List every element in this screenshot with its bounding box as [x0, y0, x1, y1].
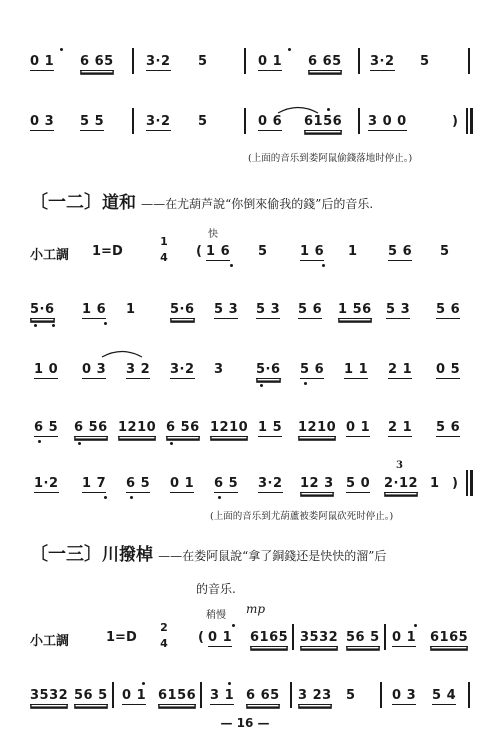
footnote: (上面的音乐到尤葫蘆被娄阿鼠砍死时停止。)	[210, 511, 394, 522]
note-group: 6156	[304, 114, 343, 129]
section-description-cont: 的音乐.	[196, 582, 236, 596]
note-group: 1	[126, 302, 136, 317]
barline	[358, 108, 360, 134]
note-group: 1·2	[34, 476, 59, 491]
note-group: 1 0	[34, 362, 59, 377]
note-group: 6 56	[166, 420, 200, 435]
note-group: 5	[198, 114, 208, 129]
staff-row-8	[0, 618, 490, 658]
note-group: 3·2	[146, 114, 171, 129]
octave-dot	[52, 324, 55, 327]
note-group: 5 6	[298, 302, 323, 317]
note-group: 0 1	[346, 420, 371, 435]
note-group: 5 6	[436, 420, 461, 435]
time-sig-top: 2	[160, 621, 168, 634]
note-group: 6 5	[214, 476, 239, 491]
octave-dot	[218, 496, 221, 499]
tempo-mark: 快	[208, 229, 218, 240]
octave-dot	[228, 682, 231, 685]
octave-dot	[104, 496, 107, 499]
note-group: 0 1	[258, 54, 283, 69]
note-group: 0 1	[170, 476, 195, 491]
note-group: 0 3	[82, 362, 107, 377]
note-group: 3 23	[298, 688, 332, 703]
note-group: 5·6	[170, 302, 195, 317]
barline	[466, 108, 468, 134]
note-group: 1210	[118, 420, 157, 435]
section-description: ——在娄阿鼠說“拿了銅錢还是快快的溜”后	[158, 549, 387, 563]
slur	[100, 348, 144, 358]
note-group: 3	[214, 362, 224, 377]
paren: (	[198, 630, 205, 645]
note-group: 5	[198, 54, 208, 69]
octave-dot	[34, 324, 37, 327]
note-group: 5	[420, 54, 430, 69]
time-sig-bottom: 4	[160, 251, 168, 264]
note-group: 1 56	[338, 302, 372, 317]
barline	[132, 108, 134, 134]
note-group: 1 6	[82, 302, 107, 317]
barline	[292, 624, 294, 650]
note-group: 3·2	[258, 476, 283, 491]
note-group: 5 6	[388, 244, 413, 259]
triplet-mark: 3	[396, 460, 403, 471]
note-group: 6 65	[308, 54, 342, 69]
section-description: ——在尤葫芦說“你倒來偷我的錢”后的音乐.	[141, 197, 374, 211]
note-group: 1 6	[206, 244, 231, 259]
note-group: 5	[440, 244, 450, 259]
staff-row-2	[0, 102, 490, 142]
note-group: 6 5	[126, 476, 151, 491]
note-group: 2 1	[388, 362, 413, 377]
octave-dot	[288, 48, 291, 51]
section-title: 道和	[102, 193, 136, 213]
note-group: 1	[430, 476, 440, 491]
note-group: 3532	[300, 630, 339, 645]
key-signature: 1=D	[106, 630, 137, 645]
barline	[290, 682, 292, 708]
octave-dot	[260, 384, 263, 387]
note-group: 1210	[210, 420, 249, 435]
note-group: 5 0	[346, 476, 371, 491]
time-sig-bottom: 4	[160, 637, 168, 650]
octave-dot	[104, 322, 107, 325]
staff-row-7	[0, 460, 490, 504]
paren: (	[196, 244, 203, 259]
note-group: 5 3	[214, 302, 239, 317]
octave-dot	[327, 108, 330, 111]
staff-row-3	[0, 232, 490, 272]
staff-row-5	[0, 350, 490, 390]
note-group: )	[452, 476, 459, 491]
slur	[276, 104, 320, 114]
barline	[132, 48, 134, 74]
note-group: 0 1	[208, 630, 233, 645]
mode-label: 小工調	[30, 634, 70, 649]
section-number: 〔一三〕	[30, 544, 102, 565]
staff-row-9	[0, 676, 490, 716]
note-group: 0 6	[258, 114, 283, 129]
note-group: 56 5	[346, 630, 380, 645]
note-group: 5 5	[80, 114, 105, 129]
note-group: 3532	[30, 688, 69, 703]
note-group: 6 5	[34, 420, 59, 435]
note-group: 0 3	[392, 688, 417, 703]
tempo-mark: 稍慢	[206, 610, 226, 621]
note-group: 3 2	[126, 362, 151, 377]
octave-dot	[78, 442, 81, 445]
octave-dot	[38, 440, 41, 443]
section-13-header	[30, 540, 386, 566]
barline	[384, 624, 386, 650]
note-group: 5 6	[300, 362, 325, 377]
staff-row-4	[0, 290, 490, 330]
note-group: 2·12	[384, 476, 419, 491]
octave-dot	[304, 382, 307, 385]
note-group: 5·6	[30, 302, 55, 317]
octave-dot	[130, 496, 133, 499]
note-group: 5 6	[436, 302, 461, 317]
barline	[244, 108, 246, 134]
note-group: 1210	[298, 420, 337, 435]
octave-dot	[232, 624, 235, 627]
barline	[466, 470, 468, 496]
barline	[468, 682, 470, 708]
note-group: 3·2	[146, 54, 171, 69]
note-group: )	[452, 114, 459, 129]
key-signature: 1=D	[92, 244, 123, 259]
octave-dot	[60, 48, 63, 51]
note-group: 6165	[430, 630, 469, 645]
section-number: 〔一二〕	[30, 192, 102, 213]
barline	[380, 682, 382, 708]
note-group: 0 3	[30, 114, 55, 129]
note-group: 0 1	[392, 630, 417, 645]
barline	[468, 48, 470, 74]
note-group: 3·2	[370, 54, 395, 69]
note-group: 0 5	[436, 362, 461, 377]
note-group: 3 1	[210, 688, 235, 703]
note-group: 6 65	[80, 54, 114, 69]
page-number: — 16 —	[220, 716, 270, 730]
barline	[200, 682, 202, 708]
note-group: 6 65	[246, 688, 280, 703]
staff-row-6	[0, 408, 490, 448]
note-group: 5·6	[256, 362, 281, 377]
section-12-header	[30, 188, 373, 214]
note-group: 1 5	[258, 420, 283, 435]
time-sig-top: 1	[160, 235, 168, 248]
note-group: 6156	[158, 688, 197, 703]
note-group: 5	[258, 244, 268, 259]
note-group: 5	[346, 688, 356, 703]
note-group: 1 7	[82, 476, 107, 491]
footnote: (上面的音乐到娄阿鼠偷錢落地时停止。)	[248, 153, 413, 164]
dynamic-mark: mp	[246, 602, 266, 616]
note-group: 5 3	[386, 302, 411, 317]
note-group: 6 56	[74, 420, 108, 435]
staff-row-1	[0, 42, 490, 82]
note-group: 6165	[250, 630, 289, 645]
section-title: 川撥棹	[102, 545, 153, 565]
octave-dot	[170, 442, 173, 445]
note-group: 2 1	[388, 420, 413, 435]
note-group: 12 3	[300, 476, 334, 491]
note-group: 3·2	[170, 362, 195, 377]
barline	[244, 48, 246, 74]
note-group: 5 3	[256, 302, 281, 317]
final-barline	[470, 108, 473, 134]
barline	[358, 48, 360, 74]
note-group: 3 0 0	[368, 114, 407, 129]
final-barline	[470, 470, 473, 496]
octave-dot	[322, 264, 325, 267]
note-group: 0 1	[30, 54, 55, 69]
octave-dot	[142, 682, 145, 685]
note-group: 1	[348, 244, 358, 259]
barline	[112, 682, 114, 708]
note-group: 56 5	[74, 688, 108, 703]
note-group: 5 4	[432, 688, 457, 703]
mode-label: 小工調	[30, 248, 70, 263]
note-group: 1 1	[344, 362, 369, 377]
octave-dot	[414, 624, 417, 627]
note-group: 0 1	[122, 688, 147, 703]
octave-dot	[230, 264, 233, 267]
note-group: 1 6	[300, 244, 325, 259]
